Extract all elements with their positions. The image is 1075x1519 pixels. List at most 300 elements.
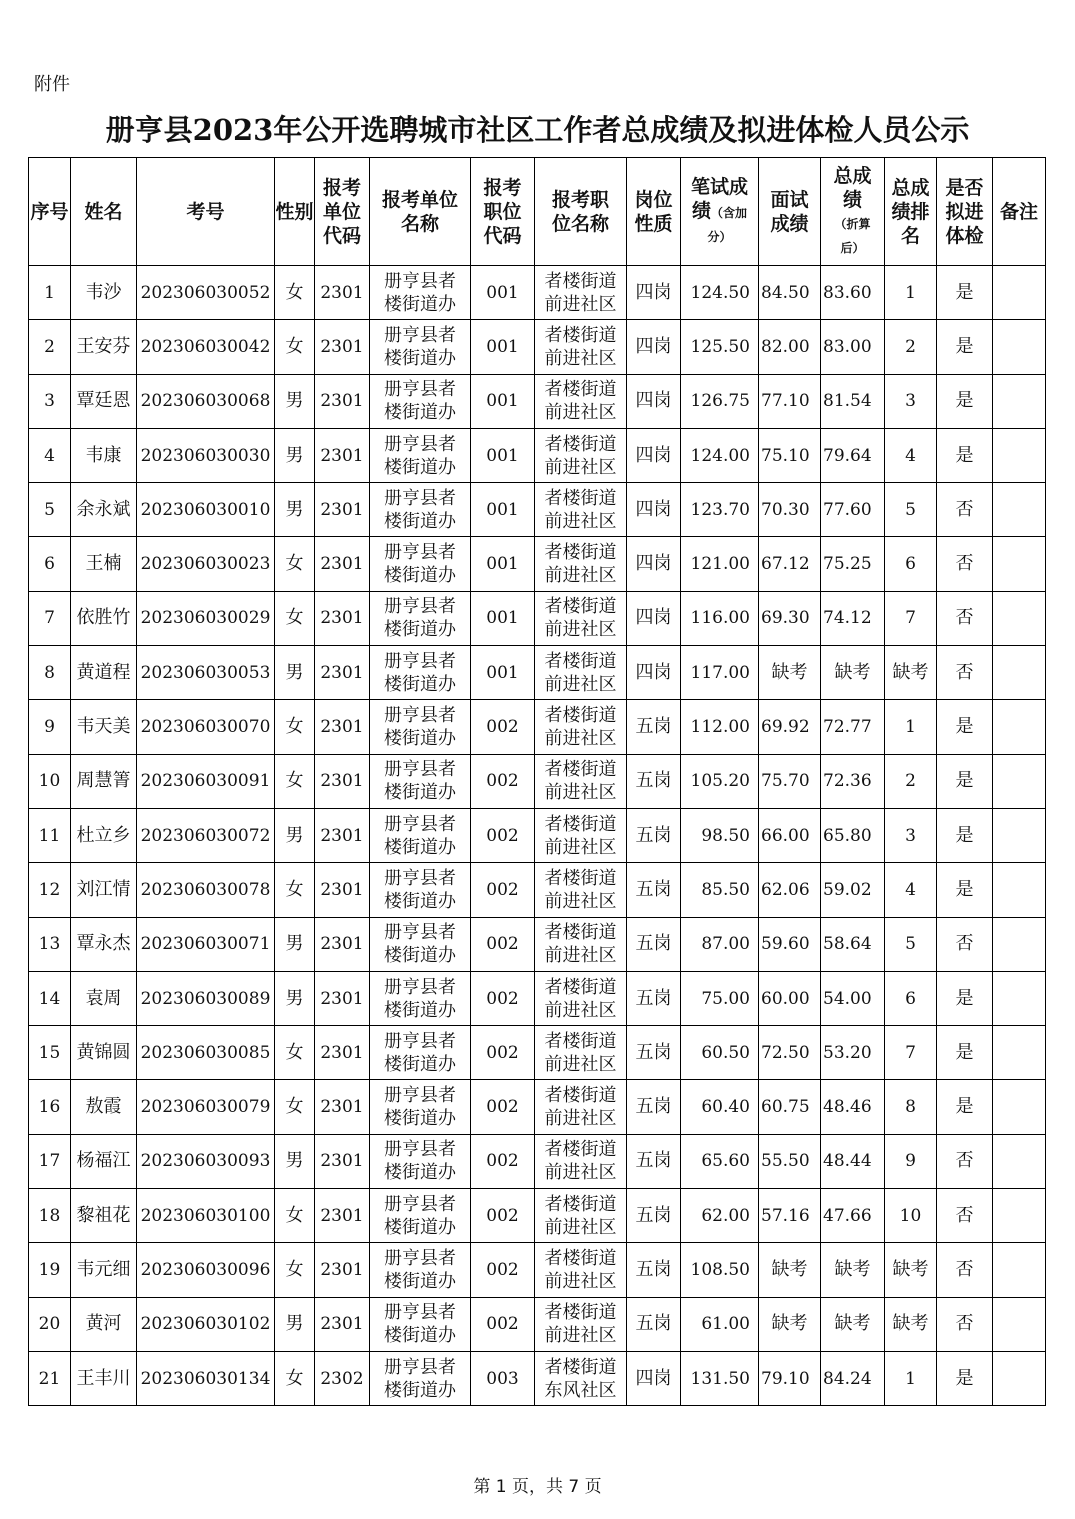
cell-unit-name-line: 册亨县者 xyxy=(384,324,456,346)
cell-unit-name-line: 册亨县者 xyxy=(384,596,456,618)
cell-position-name-line: 者楼街道 xyxy=(544,596,617,618)
cell-exam-no: 202306030010 xyxy=(137,483,275,537)
cell-unit-name xyxy=(370,754,471,808)
cell-position-code: 003 xyxy=(471,1351,535,1405)
cell-position-code: 002 xyxy=(471,754,535,808)
cell-seq: 7 xyxy=(29,591,71,645)
cell-physical-exam: 否 xyxy=(937,1134,993,1188)
cell-total-score: 81.54 xyxy=(821,374,885,428)
header-line: 代码 xyxy=(322,224,361,247)
cell-written-score: 131.50 xyxy=(681,1351,759,1405)
cell-gender: 女 xyxy=(275,1080,315,1134)
cell-name: 杨福江 xyxy=(71,1134,137,1188)
cell-position-name-line: 前进社区 xyxy=(544,619,617,641)
cell-physical-exam: 否 xyxy=(937,1189,993,1243)
cell-exam-no: 202306030089 xyxy=(137,971,275,1025)
cell-physical-exam: 否 xyxy=(937,1297,993,1351)
cell-written-score: 60.40 xyxy=(681,1080,759,1134)
cell-rank: 9 xyxy=(885,1134,937,1188)
cell-written-score: 65.60 xyxy=(681,1134,759,1188)
cell-position-name xyxy=(535,320,627,374)
cell-interview-score: 84.50 xyxy=(759,266,821,320)
cell-rank: 3 xyxy=(885,808,937,862)
cell-written-score: 85.50 xyxy=(681,863,759,917)
cell-rank: 6 xyxy=(885,971,937,1025)
cell-name: 敖霞 xyxy=(71,1080,137,1134)
cell-exam-no: 202306030079 xyxy=(137,1080,275,1134)
cell-position-name-line: 者楼街道 xyxy=(544,813,617,835)
cell-remark xyxy=(993,971,1046,1025)
cell-total-score: 84.24 xyxy=(821,1351,885,1405)
cell-seq: 1 xyxy=(29,266,71,320)
cell-unit-name-line: 楼街道办 xyxy=(384,890,456,912)
cell-rank: 缺考 xyxy=(885,1243,937,1297)
cell-position-type: 四岗 xyxy=(627,374,681,428)
cell-unit-name-line: 楼街道办 xyxy=(384,1325,456,1347)
cell-exam-no: 202306030085 xyxy=(137,1026,275,1080)
cell-unit-name-line: 册亨县者 xyxy=(384,650,456,672)
cell-interview-score: 75.70 xyxy=(759,754,821,808)
cell-gender: 男 xyxy=(275,1134,315,1188)
cell-physical-exam: 是 xyxy=(937,1351,993,1405)
cell-position-code: 002 xyxy=(471,971,535,1025)
cell-total-score: 74.12 xyxy=(821,591,885,645)
cell-gender: 女 xyxy=(275,591,315,645)
cell-seq: 11 xyxy=(29,808,71,862)
cell-unit-name-line: 楼街道办 xyxy=(384,565,456,587)
cell-position-name-line: 前进社区 xyxy=(544,510,617,532)
cell-rank: 4 xyxy=(885,428,937,482)
cell-unit-code: 2301 xyxy=(315,1026,370,1080)
cell-name: 王安芬 xyxy=(71,320,137,374)
cell-seq: 6 xyxy=(29,537,71,591)
cell-position-type: 五岗 xyxy=(627,1134,681,1188)
cell-interview-score: 66.00 xyxy=(759,808,821,862)
cell-interview-score: 77.10 xyxy=(759,374,821,428)
cell-position-name xyxy=(535,1026,627,1080)
cell-unit-name-line: 册亨县者 xyxy=(384,1030,456,1052)
cell-name: 韦元细 xyxy=(71,1243,137,1297)
cell-name: 黄河 xyxy=(71,1297,137,1351)
cell-position-code: 001 xyxy=(471,537,535,591)
header-note: （含加 xyxy=(711,205,748,220)
cell-interview-score: 69.92 xyxy=(759,700,821,754)
cell-physical-exam: 否 xyxy=(937,646,993,700)
cell-position-name-line: 者楼街道 xyxy=(544,270,617,292)
cell-name: 袁周 xyxy=(71,971,137,1025)
cell-position-type: 四岗 xyxy=(627,1351,681,1405)
cell-position-type: 五岗 xyxy=(627,863,681,917)
cell-unit-code: 2301 xyxy=(315,917,370,971)
cell-unit-name xyxy=(370,483,471,537)
cell-seq: 4 xyxy=(29,428,71,482)
cell-unit-code: 2301 xyxy=(315,808,370,862)
header-line: 绩 xyxy=(691,199,711,222)
header-position-code xyxy=(471,158,535,266)
cell-seq: 2 xyxy=(29,320,71,374)
cell-remark xyxy=(993,863,1046,917)
cell-unit-code: 2302 xyxy=(315,1351,370,1405)
cell-gender: 男 xyxy=(275,808,315,862)
table-row xyxy=(29,754,1046,808)
cell-unit-code: 2301 xyxy=(315,1243,370,1297)
cell-unit-code: 2301 xyxy=(315,320,370,374)
header-line: 代码 xyxy=(483,224,522,247)
cell-gender: 男 xyxy=(275,428,315,482)
cell-position-type: 四岗 xyxy=(627,266,681,320)
table-row xyxy=(29,483,1046,537)
cell-remark xyxy=(993,1134,1046,1188)
cell-position-name-line: 前进社区 xyxy=(544,945,617,967)
cell-position-code: 001 xyxy=(471,374,535,428)
cell-unit-name-line: 楼街道办 xyxy=(384,673,456,695)
header-line: 总成 xyxy=(833,164,872,187)
results-table xyxy=(28,157,1046,1406)
cell-interview-score: 59.60 xyxy=(759,917,821,971)
cell-unit-code: 2301 xyxy=(315,1297,370,1351)
cell-position-name xyxy=(535,917,627,971)
cell-unit-code: 2301 xyxy=(315,374,370,428)
cell-position-name-line: 者楼街道 xyxy=(544,433,617,455)
cell-position-name xyxy=(535,1351,627,1405)
cell-exam-no: 202306030078 xyxy=(137,863,275,917)
cell-position-code: 002 xyxy=(471,700,535,754)
cell-unit-name-line: 楼街道办 xyxy=(384,402,456,424)
cell-gender: 男 xyxy=(275,374,315,428)
cell-exam-no: 202306030042 xyxy=(137,320,275,374)
document-title: 册亨县2023年公开选聘城市社区工作者总成绩及拟进体检人员公示 xyxy=(105,113,970,147)
cell-unit-name-line: 楼街道办 xyxy=(384,782,456,804)
cell-unit-code: 2301 xyxy=(315,646,370,700)
cell-unit-name xyxy=(370,1243,471,1297)
cell-physical-exam: 是 xyxy=(937,971,993,1025)
header-line xyxy=(681,199,758,225)
cell-exam-no: 202306030052 xyxy=(137,266,275,320)
cell-position-name xyxy=(535,808,627,862)
cell-position-name xyxy=(535,1134,627,1188)
cell-position-name xyxy=(535,754,627,808)
cell-position-type: 四岗 xyxy=(627,320,681,374)
cell-unit-code: 2301 xyxy=(315,863,370,917)
cell-unit-name xyxy=(370,1026,471,1080)
cell-unit-name-line: 册亨县者 xyxy=(384,1193,456,1215)
header-exam-no: 考号 xyxy=(137,158,275,266)
cell-seq: 3 xyxy=(29,374,71,428)
table-row xyxy=(29,863,1046,917)
cell-interview-score: 67.12 xyxy=(759,537,821,591)
cell-position-type: 五岗 xyxy=(627,971,681,1025)
cell-unit-code: 2301 xyxy=(315,537,370,591)
cell-unit-name xyxy=(370,320,471,374)
cell-written-score: 125.50 xyxy=(681,320,759,374)
cell-position-name xyxy=(535,483,627,537)
cell-gender: 女 xyxy=(275,1243,315,1297)
cell-interview-score: 缺考 xyxy=(759,1297,821,1351)
cell-gender: 女 xyxy=(275,1351,315,1405)
cell-unit-name-line: 册亨县者 xyxy=(384,542,456,564)
header-line: 笔试成 xyxy=(690,175,748,198)
cell-unit-name-line: 楼街道办 xyxy=(384,945,456,967)
cell-name: 覃廷恩 xyxy=(71,374,137,428)
cell-rank: 2 xyxy=(885,754,937,808)
header-line: 拟进 xyxy=(945,200,984,223)
header-seq: 序号 xyxy=(29,158,71,266)
cell-remark xyxy=(993,1080,1046,1134)
cell-seq: 9 xyxy=(29,700,71,754)
cell-gender: 女 xyxy=(275,863,315,917)
cell-unit-name-line: 册亨县者 xyxy=(384,1139,456,1161)
cell-rank: 3 xyxy=(885,374,937,428)
cell-position-type: 五岗 xyxy=(627,1026,681,1080)
cell-position-name xyxy=(535,1080,627,1134)
cell-seq: 15 xyxy=(29,1026,71,1080)
cell-unit-name-line: 册亨县者 xyxy=(384,705,456,727)
cell-position-name-line: 前进社区 xyxy=(544,1162,617,1184)
table-row xyxy=(29,917,1046,971)
cell-name: 杜立乡 xyxy=(71,808,137,862)
cell-total-score: 58.64 xyxy=(821,917,885,971)
cell-interview-score: 缺考 xyxy=(759,646,821,700)
cell-position-name-line: 前进社区 xyxy=(544,999,617,1021)
attachment-label: 附件 xyxy=(34,74,70,95)
cell-seq: 21 xyxy=(29,1351,71,1405)
cell-remark xyxy=(993,428,1046,482)
header-row xyxy=(29,158,1046,266)
cell-name: 王楠 xyxy=(71,537,137,591)
cell-seq: 14 xyxy=(29,971,71,1025)
table-row xyxy=(29,700,1046,754)
cell-total-score: 53.20 xyxy=(821,1026,885,1080)
cell-physical-exam: 是 xyxy=(937,863,993,917)
cell-unit-name-line: 册亨县者 xyxy=(384,976,456,998)
cell-interview-score: 70.30 xyxy=(759,483,821,537)
cell-unit-name-line: 册亨县者 xyxy=(384,1302,456,1324)
cell-unit-name-line: 册亨县者 xyxy=(384,433,456,455)
cell-position-code: 001 xyxy=(471,428,535,482)
cell-unit-name-line: 楼街道办 xyxy=(384,1162,456,1184)
cell-written-score: 75.00 xyxy=(681,971,759,1025)
cell-name: 覃永杰 xyxy=(71,917,137,971)
cell-remark xyxy=(993,700,1046,754)
cell-unit-name xyxy=(370,591,471,645)
table-row xyxy=(29,320,1046,374)
cell-total-score: 72.36 xyxy=(821,754,885,808)
cell-unit-name xyxy=(370,917,471,971)
cell-seq: 17 xyxy=(29,1134,71,1188)
cell-interview-score: 缺考 xyxy=(759,1243,821,1297)
cell-position-name-line: 者楼街道 xyxy=(544,324,617,346)
cell-seq: 20 xyxy=(29,1297,71,1351)
cell-unit-name xyxy=(370,1080,471,1134)
cell-seq: 5 xyxy=(29,483,71,537)
cell-remark xyxy=(993,808,1046,862)
cell-physical-exam: 是 xyxy=(937,700,993,754)
cell-position-name-line: 前进社区 xyxy=(544,565,617,587)
cell-position-name xyxy=(535,1297,627,1351)
cell-gender: 男 xyxy=(275,1297,315,1351)
cell-position-name-line: 者楼街道 xyxy=(544,1030,617,1052)
cell-rank: 缺考 xyxy=(885,646,937,700)
cell-seq: 8 xyxy=(29,646,71,700)
cell-physical-exam: 否 xyxy=(937,1243,993,1297)
cell-rank: 1 xyxy=(885,1351,937,1405)
cell-unit-name-line: 楼街道办 xyxy=(384,836,456,858)
cell-exam-no: 202306030096 xyxy=(137,1243,275,1297)
cell-name: 黄锦圆 xyxy=(71,1026,137,1080)
header-position-name xyxy=(535,158,627,266)
cell-seq: 13 xyxy=(29,917,71,971)
header-line: 位名称 xyxy=(551,212,609,235)
cell-unit-code: 2301 xyxy=(315,971,370,1025)
cell-unit-name-line: 楼街道办 xyxy=(384,619,456,641)
cell-gender: 女 xyxy=(275,1189,315,1243)
cell-gender: 男 xyxy=(275,971,315,1025)
cell-position-name-line: 前进社区 xyxy=(544,456,617,478)
cell-unit-name-line: 楼街道办 xyxy=(384,1216,456,1238)
cell-position-name xyxy=(535,266,627,320)
table-body xyxy=(29,266,1046,1406)
cell-written-score: 105.20 xyxy=(681,754,759,808)
cell-unit-name xyxy=(370,1134,471,1188)
cell-unit-name xyxy=(370,808,471,862)
cell-position-name xyxy=(535,374,627,428)
cell-physical-exam: 是 xyxy=(937,320,993,374)
cell-total-score: 77.60 xyxy=(821,483,885,537)
cell-physical-exam: 否 xyxy=(937,591,993,645)
table-row xyxy=(29,808,1046,862)
cell-position-name-line: 者楼街道 xyxy=(544,1193,617,1215)
cell-rank: 缺考 xyxy=(885,1297,937,1351)
cell-remark xyxy=(993,483,1046,537)
cell-remark xyxy=(993,591,1046,645)
table-row xyxy=(29,374,1046,428)
cell-name: 依胜竹 xyxy=(71,591,137,645)
header-line: 职位 xyxy=(483,200,522,223)
cell-exam-no: 202306030070 xyxy=(137,700,275,754)
cell-position-code: 001 xyxy=(471,320,535,374)
cell-gender: 男 xyxy=(275,917,315,971)
cell-position-code: 002 xyxy=(471,808,535,862)
cell-unit-code: 2301 xyxy=(315,754,370,808)
cell-exam-no: 202306030134 xyxy=(137,1351,275,1405)
cell-position-name-line: 者楼街道 xyxy=(544,1356,617,1378)
header-line: 总成 xyxy=(891,176,930,199)
cell-position-type: 四岗 xyxy=(627,537,681,591)
cell-interview-score: 60.75 xyxy=(759,1080,821,1134)
cell-total-score: 83.60 xyxy=(821,266,885,320)
cell-unit-name-line: 册亨县者 xyxy=(384,813,456,835)
cell-position-name xyxy=(535,646,627,700)
cell-position-name-line: 东风社区 xyxy=(544,1379,617,1401)
cell-written-score: 112.00 xyxy=(681,700,759,754)
cell-written-score: 62.00 xyxy=(681,1189,759,1243)
cell-written-score: 121.00 xyxy=(681,537,759,591)
table-row xyxy=(29,646,1046,700)
cell-position-name xyxy=(535,700,627,754)
cell-written-score: 98.50 xyxy=(681,808,759,862)
cell-exam-no: 202306030068 xyxy=(137,374,275,428)
cell-rank: 6 xyxy=(885,537,937,591)
cell-seq: 19 xyxy=(29,1243,71,1297)
cell-position-name-line: 者楼街道 xyxy=(544,487,617,509)
cell-unit-name-line: 册亨县者 xyxy=(384,1085,456,1107)
cell-physical-exam: 是 xyxy=(937,754,993,808)
cell-gender: 女 xyxy=(275,537,315,591)
cell-unit-name-line: 楼街道办 xyxy=(384,347,456,369)
cell-position-type: 五岗 xyxy=(627,1080,681,1134)
cell-total-score: 缺考 xyxy=(821,1297,885,1351)
cell-unit-name-line: 楼街道办 xyxy=(384,728,456,750)
cell-rank: 8 xyxy=(885,1080,937,1134)
cell-written-score: 61.00 xyxy=(681,1297,759,1351)
cell-unit-name-line: 楼街道办 xyxy=(384,293,456,315)
cell-remark xyxy=(993,266,1046,320)
cell-total-score: 48.44 xyxy=(821,1134,885,1188)
cell-gender: 女 xyxy=(275,1026,315,1080)
cell-position-code: 001 xyxy=(471,266,535,320)
cell-unit-code: 2301 xyxy=(315,1134,370,1188)
cell-seq: 10 xyxy=(29,754,71,808)
cell-position-type: 五岗 xyxy=(627,1297,681,1351)
cell-unit-code: 2301 xyxy=(315,1189,370,1243)
cell-position-code: 002 xyxy=(471,1297,535,1351)
cell-physical-exam: 是 xyxy=(937,266,993,320)
cell-position-code: 002 xyxy=(471,1134,535,1188)
cell-position-name-line: 者楼街道 xyxy=(544,867,617,889)
cell-total-score: 59.02 xyxy=(821,863,885,917)
cell-position-code: 002 xyxy=(471,1243,535,1297)
cell-unit-name xyxy=(370,1189,471,1243)
cell-unit-name xyxy=(370,374,471,428)
cell-unit-code: 2301 xyxy=(315,428,370,482)
cell-gender: 女 xyxy=(275,266,315,320)
cell-position-name xyxy=(535,428,627,482)
cell-total-score: 缺考 xyxy=(821,1243,885,1297)
header-remark: 备注 xyxy=(993,158,1046,266)
cell-seq: 16 xyxy=(29,1080,71,1134)
cell-physical-exam: 否 xyxy=(937,917,993,971)
cell-exam-no: 202306030100 xyxy=(137,1189,275,1243)
table-row xyxy=(29,1026,1046,1080)
cell-position-name-line: 者楼街道 xyxy=(544,976,617,998)
cell-position-name xyxy=(535,537,627,591)
cell-written-score: 123.70 xyxy=(681,483,759,537)
cell-interview-score: 82.00 xyxy=(759,320,821,374)
cell-total-score: 缺考 xyxy=(821,646,885,700)
header-interview-score xyxy=(759,158,821,266)
header-line: 成绩 xyxy=(770,212,809,235)
cell-name: 刘江情 xyxy=(71,863,137,917)
cell-unit-name-line: 册亨县者 xyxy=(384,1356,456,1378)
cell-position-type: 五岗 xyxy=(627,917,681,971)
cell-written-score: 126.75 xyxy=(681,374,759,428)
cell-unit-code: 2301 xyxy=(315,266,370,320)
header-name: 姓名 xyxy=(71,158,137,266)
cell-unit-name-line: 册亨县者 xyxy=(384,759,456,781)
cell-name: 韦天美 xyxy=(71,700,137,754)
cell-position-name xyxy=(535,863,627,917)
cell-interview-score: 55.50 xyxy=(759,1134,821,1188)
cell-position-type: 四岗 xyxy=(627,646,681,700)
cell-position-code: 002 xyxy=(471,917,535,971)
cell-position-name-line: 者楼街道 xyxy=(544,1139,617,1161)
cell-name: 周慧箐 xyxy=(71,754,137,808)
cell-name: 韦沙 xyxy=(71,266,137,320)
header-line: 名称 xyxy=(400,212,439,235)
cell-gender: 男 xyxy=(275,483,315,537)
cell-position-name-line: 者楼街道 xyxy=(544,650,617,672)
cell-written-score: 87.00 xyxy=(681,917,759,971)
